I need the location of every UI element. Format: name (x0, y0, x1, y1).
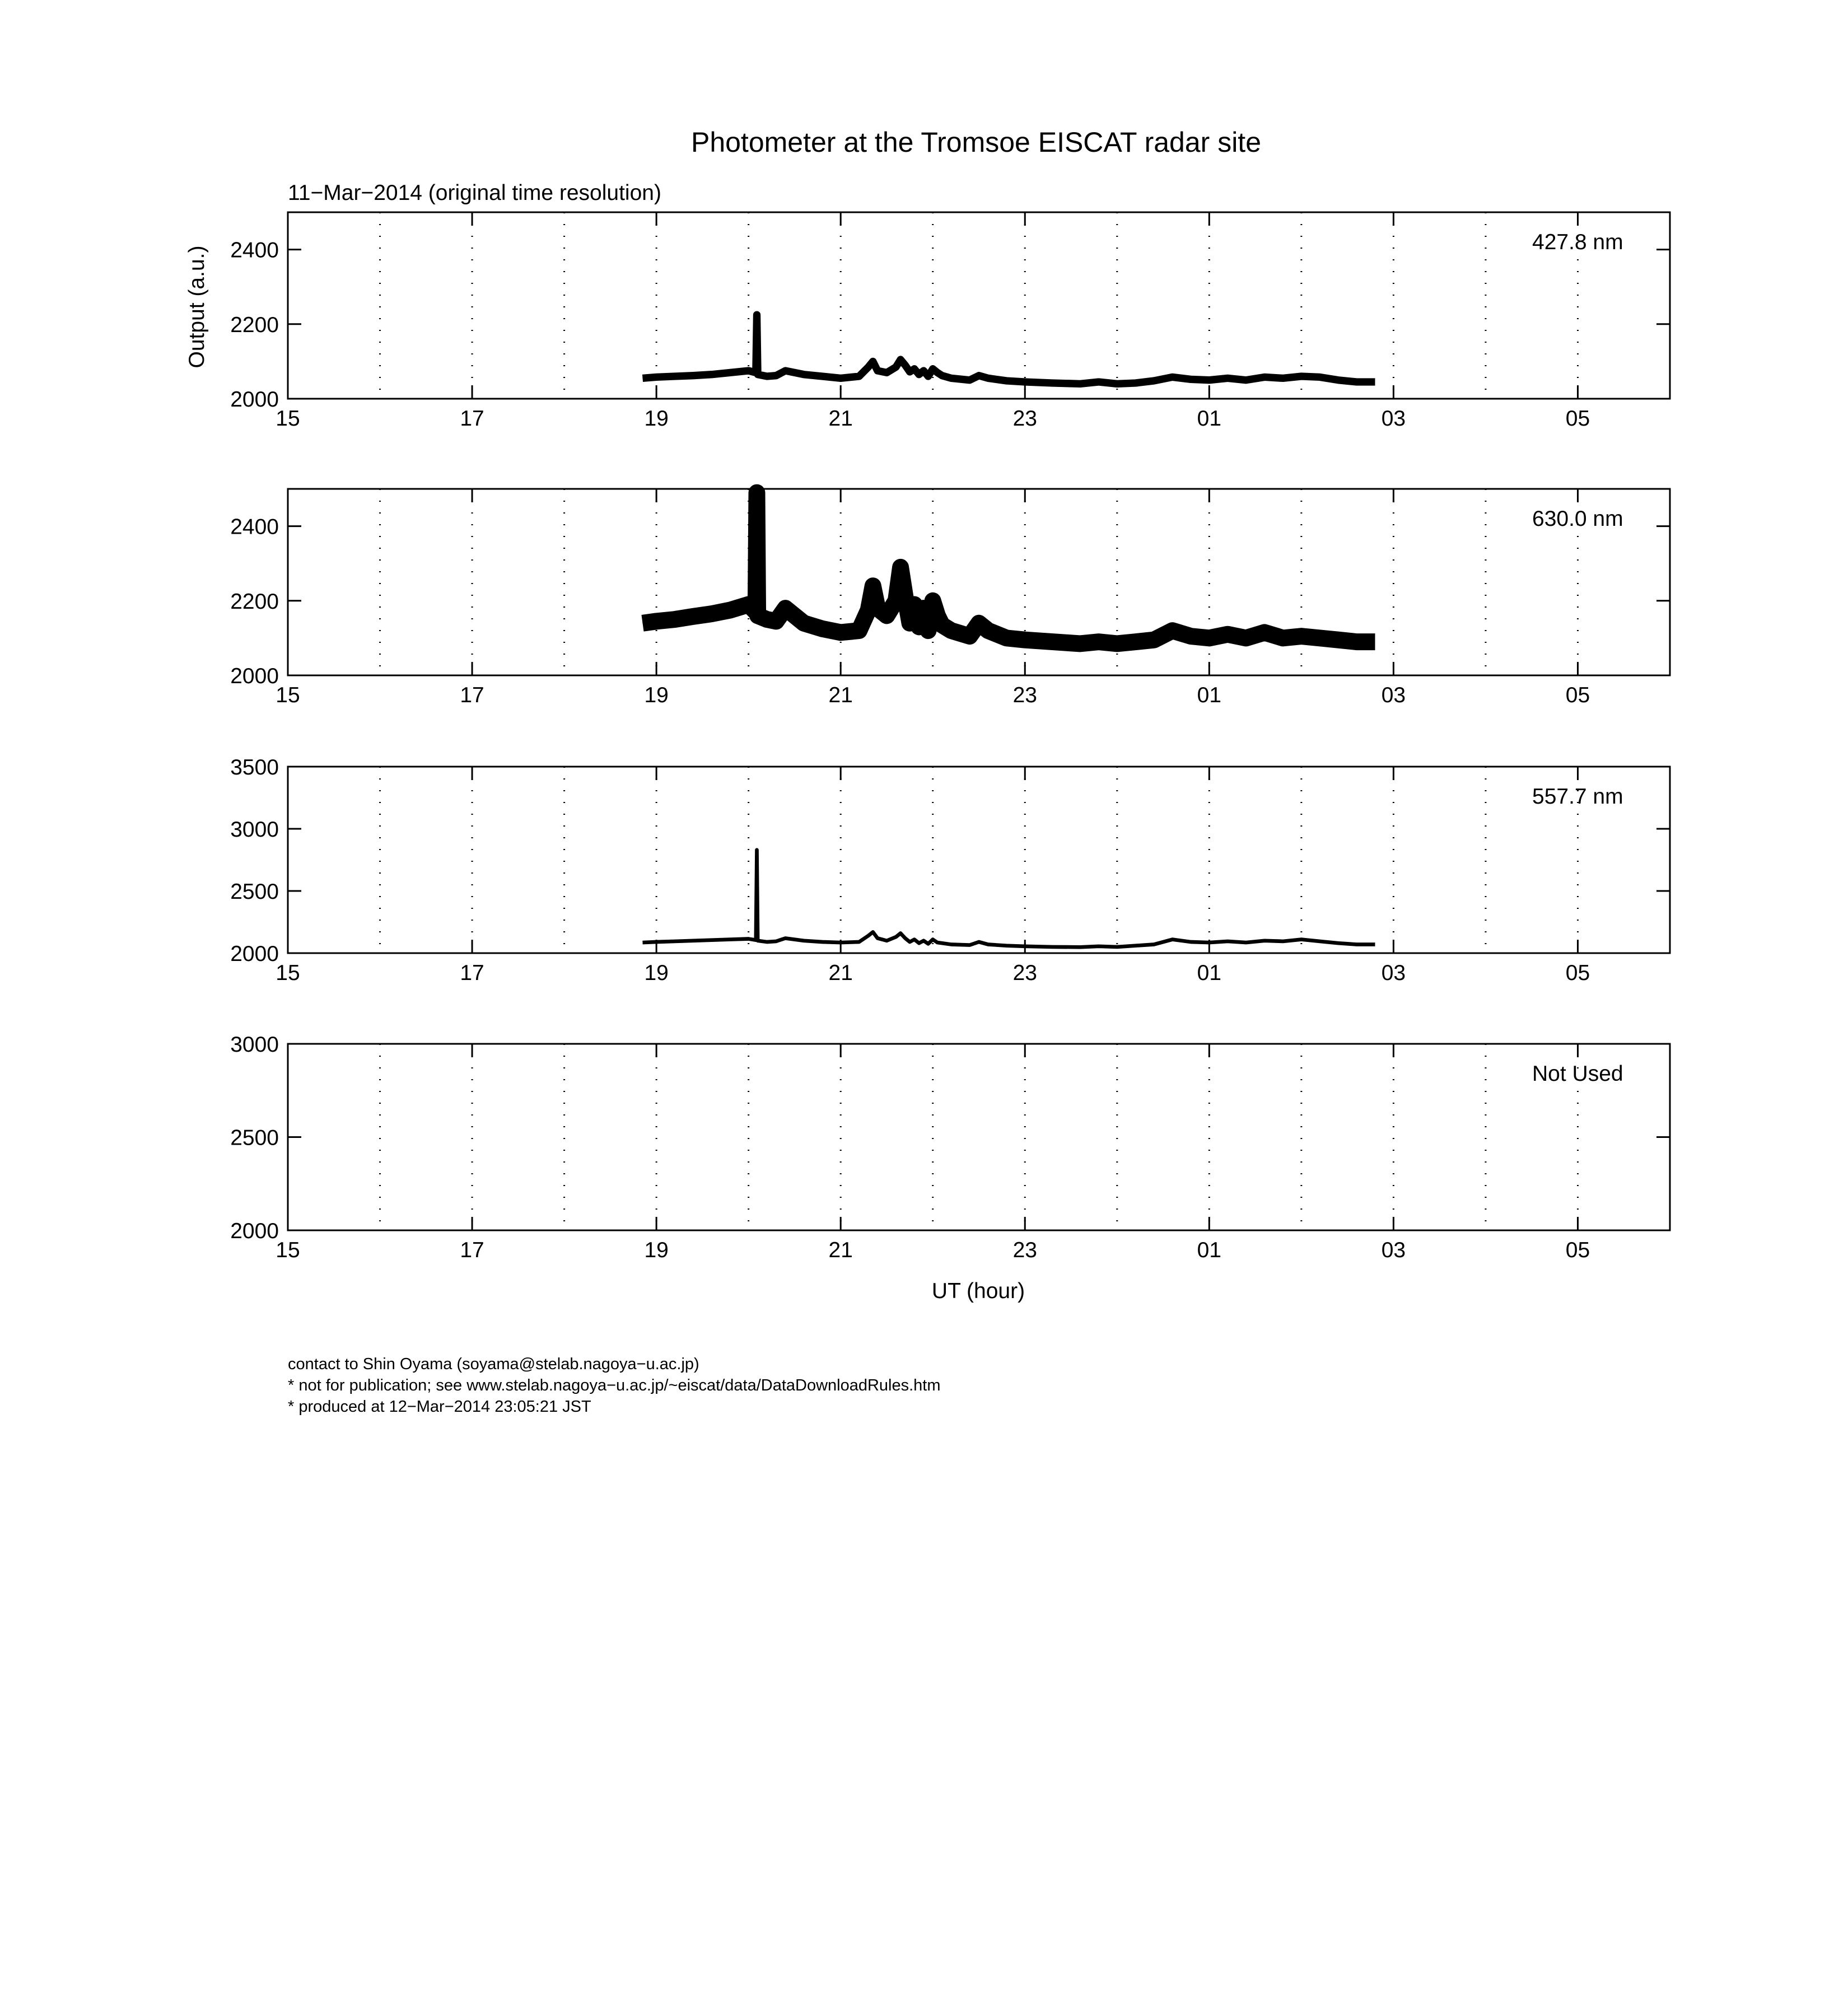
x-tick-label: 23 (1012, 1238, 1037, 1262)
x-tick-label: 23 (1012, 407, 1037, 431)
x-tick-label: 19 (644, 407, 669, 431)
axes-frame (288, 767, 1670, 953)
y-axis-label: Output (a.u.) (185, 245, 209, 368)
x-tick-label: 21 (828, 961, 853, 985)
x-tick-label: 21 (828, 407, 853, 431)
x-tick-label: 21 (828, 683, 853, 707)
x-tick-label: 19 (644, 683, 669, 707)
x-tick-label: 15 (276, 961, 300, 985)
x-tick-label: 03 (1381, 407, 1406, 431)
axes-frame (288, 489, 1670, 675)
x-tick-label: 21 (828, 1238, 853, 1262)
panel-2 (230, 489, 1670, 707)
x-tick-label: 01 (1197, 683, 1222, 707)
x-tick-label: 17 (460, 407, 484, 431)
panel-1 (230, 212, 1670, 431)
panel-label: 630.0 nm (1532, 507, 1623, 531)
x-tick-label: 15 (276, 683, 300, 707)
x-tick-label: 03 (1381, 683, 1406, 707)
y-tick-label: 2500 (230, 1126, 279, 1150)
y-tick-label: 2200 (230, 589, 279, 614)
panel-label: 427.8 nm (1532, 230, 1623, 254)
y-tick-label: 2000 (230, 942, 279, 966)
y-tick-label: 3500 (230, 755, 279, 780)
y-tick-label: 2500 (230, 880, 279, 904)
x-tick-label: 05 (1565, 1238, 1590, 1262)
panel-label: 557.7 nm (1532, 785, 1623, 809)
x-axis-label: UT (hour) (931, 1279, 1025, 1303)
x-tick-label: 23 (1012, 961, 1037, 985)
x-tick-label: 17 (460, 683, 484, 707)
x-tick-label: 03 (1381, 961, 1406, 985)
y-tick-label: 2400 (230, 238, 279, 263)
x-tick-label: 05 (1565, 961, 1590, 985)
y-tick-label: 3000 (230, 1033, 279, 1057)
footer-notice: * not for publication; see www.stelab.nagoya−u.ac.jp/~eiscat/data/DataDownloadRules.htm (288, 1376, 941, 1394)
chart-title: Photometer at the Tromsoe EISCAT radar site (690, 127, 1262, 158)
axes-frame (288, 1044, 1670, 1230)
x-tick-label: 01 (1197, 407, 1222, 431)
y-tick-label: 2400 (230, 515, 279, 539)
data-band (643, 850, 1375, 948)
y-tick-label: 2200 (230, 312, 279, 337)
y-tick-label: 2000 (230, 1219, 279, 1243)
x-tick-label: 05 (1565, 407, 1590, 431)
data-band (643, 493, 1375, 644)
x-tick-label: 15 (276, 1238, 300, 1262)
x-tick-label: 05 (1565, 683, 1590, 707)
y-tick-label: 2000 (230, 388, 279, 412)
data-line (643, 850, 1375, 948)
panel-4 (230, 1033, 1670, 1262)
x-tick-label: 17 (460, 961, 484, 985)
panel-label: Not Used (1532, 1062, 1623, 1086)
x-tick-label: 19 (644, 1238, 669, 1262)
axes-frame (288, 212, 1670, 399)
panels-group (230, 212, 1670, 1262)
y-tick-label: 2000 (230, 664, 279, 688)
x-tick-label: 01 (1197, 961, 1222, 985)
x-tick-label: 19 (644, 961, 669, 985)
footer-contact: contact to Shin Oyama (soyama@stelab.nagoya−u.ac.jp) (288, 1355, 699, 1373)
x-tick-label: 15 (276, 407, 300, 431)
panel-3 (230, 755, 1670, 985)
y-tick-label: 3000 (230, 818, 279, 842)
x-tick-label: 23 (1012, 683, 1037, 707)
footer-produced: * produced at 12−Mar−2014 23:05:21 JST (288, 1398, 591, 1416)
x-tick-label: 17 (460, 1238, 484, 1262)
x-tick-label: 03 (1381, 1238, 1406, 1262)
data-band (643, 315, 1375, 384)
chart-subtitle: 11−Mar−2014 (original time resolution) (288, 181, 661, 205)
x-tick-label: 01 (1197, 1238, 1222, 1262)
